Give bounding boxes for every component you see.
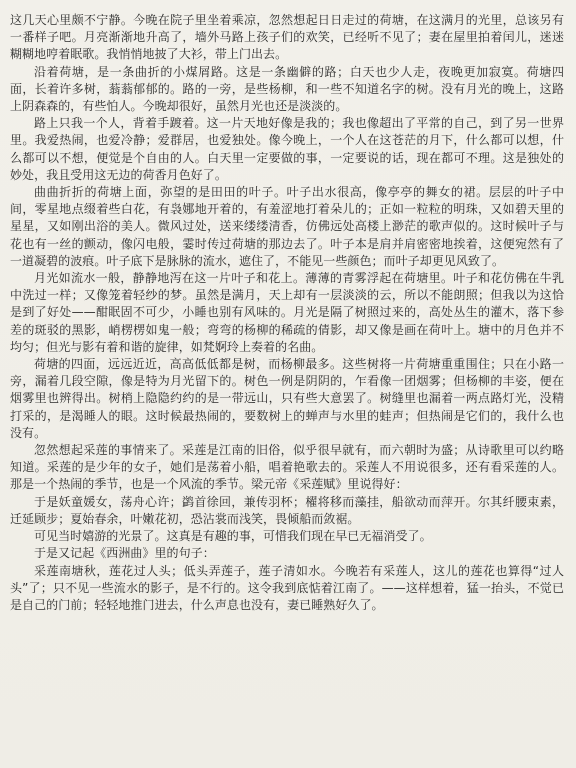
paragraph-11: 采莲南塘秋，莲花过人头；低头弄莲子，莲子清如水。今晚若有采莲人，这儿的莲花也算得“过人头”了；只不见一些流水的影子，是不行的。这令我到底惦着江南了。——这样想着，猛一抬头，不觉已是自己的门前；轻轻地推门进去，什么声息也没有，妻已睡熟好久了。 [10,563,564,612]
document-body [10,12,564,614]
paragraph-8: 于是妖童媛女，荡舟心许；鹢首徐回，兼传羽杯；櫂将移而藻挂，船欲动而萍开。尔其纤腰束素，迁延顾步；夏始春余，叶嫩花初，恐沾裳而浅笑，畏倾船而敛裾。 [10,494,564,526]
paragraph-3: 路上只我一个人，背着手踱着。这一片天地好像是我的；我也像超出了平常的自己，到了另一世界里。我爱热闹，也爱冷静；爱群居，也爱独处。像今晚上，一个人在这苍茫的月下，什么都可以想，什么都可以不想，便觉是个自由的人。白天里一定要做的事，一定要说的话，现在都可不理。这是独处的妙处，我且受用这无边的荷香月色好了。 [10,116,564,182]
paragraph-9: 可见当时嬉游的光景了。这真是有趣的事，可惜我们现在早已无福消受了。 [34,529,432,544]
paragraph-1: 这几天心里颇不宁静。今晚在院子里坐着乘凉，忽然想起日日走过的荷塘，在这满月的光里，总该另有一番样子吧。月亮渐渐地升高了，墙外马路上孩子们的欢笑，已经听不见了；妻在屋里拍着闰儿，迷迷糊糊地哼着眠歌。我悄悄地披了大衫，带上门出去。 [10,13,564,62]
paragraph-5: 月光如流水一般，静静地泻在这一片叶子和花上。薄薄的青雾浮起在荷塘里。叶子和花仿佛在牛乳中洗过一样；又像笼着轻纱的梦。虽然是满月，天上却有一层淡淡的云，所以不能朗照；但我以为这恰是到了好处——酣眠固不可少，小睡也别有风味的。月光是隔了树照过来的，高处丛生的灌木，落下参差的斑驳的黑影，峭楞楞如鬼一般；弯弯的杨柳的稀疏的倩影，却又像是画在荷叶上。塘中的月色并不均匀；但光与影有着和谐的旋律，如梵婀玲上奏着的名曲。 [10,271,564,354]
paragraph-6: 荷塘的四面，远远近近，高高低低都是树，而杨柳最多。这些树将一片荷塘重重围住；只在小路一旁，漏着几段空隙，像是特为月光留下的。树色一例是阴阴的，乍看像一团烟雾；但杨柳的丰姿，便在烟雾里也辨得出。树梢上隐隐约约的是一带远山，只有些大意罢了。树缝里也漏着一两点路灯光，没精打采的，是渴睡人的眼。这时候最热闹的，要数树上的蝉声与水里的蛙声；但热闹是它们的，我什么也没有。 [10,357,564,440]
paragraph-10: 于是又记起《西洲曲》里的句子： [34,546,215,561]
paragraph-4: 曲曲折折的荷塘上面，弥望的是田田的叶子。叶子出水很高，像亭亭的舞女的裙。层层的叶子中间，零星地点缀着些白花，有袅娜地开着的，有羞涩地打着朵儿的；正如一粒粒的明珠，又如碧天里的星星，又如刚出浴的美人。微风过处，送来缕缕清香，仿佛远处高楼上渺茫的歌声似的。这时候叶子与花也有一丝的颤动，像闪电般，霎时传过荷塘的那边去了。叶子本是肩并肩密密地挨着，这便宛然有了一道凝碧的波痕。叶子底下是脉脉的流水，遮住了，不能见一些颜色；而叶子却更见风致了。 [10,185,564,268]
paragraph-7: 忽然想起采莲的事情来了。采莲是江南的旧俗，似乎很早就有，而六朝时为盛；从诗歌里可以约略知道。采莲的是少年的女子，她们是荡着小船，唱着艳歌去的。采莲人不用说很多，还有看采莲的人。那是一个热闹的季节，也是一个风流的季节。梁元帝《采莲赋》里说得好： [10,443,564,492]
paragraph-2: 沿着荷塘，是一条曲折的小煤屑路。这是一条幽僻的路；白天也少人走，夜晚更加寂寞。荷塘四面，长着许多树，蓊蓊郁郁的。路的一旁，是些杨柳，和一些不知道名字的树。没有月光的晚上，这路上阴森森的，有些怕人。今晚却很好，虽然月光也还是淡淡的。 [10,64,564,114]
